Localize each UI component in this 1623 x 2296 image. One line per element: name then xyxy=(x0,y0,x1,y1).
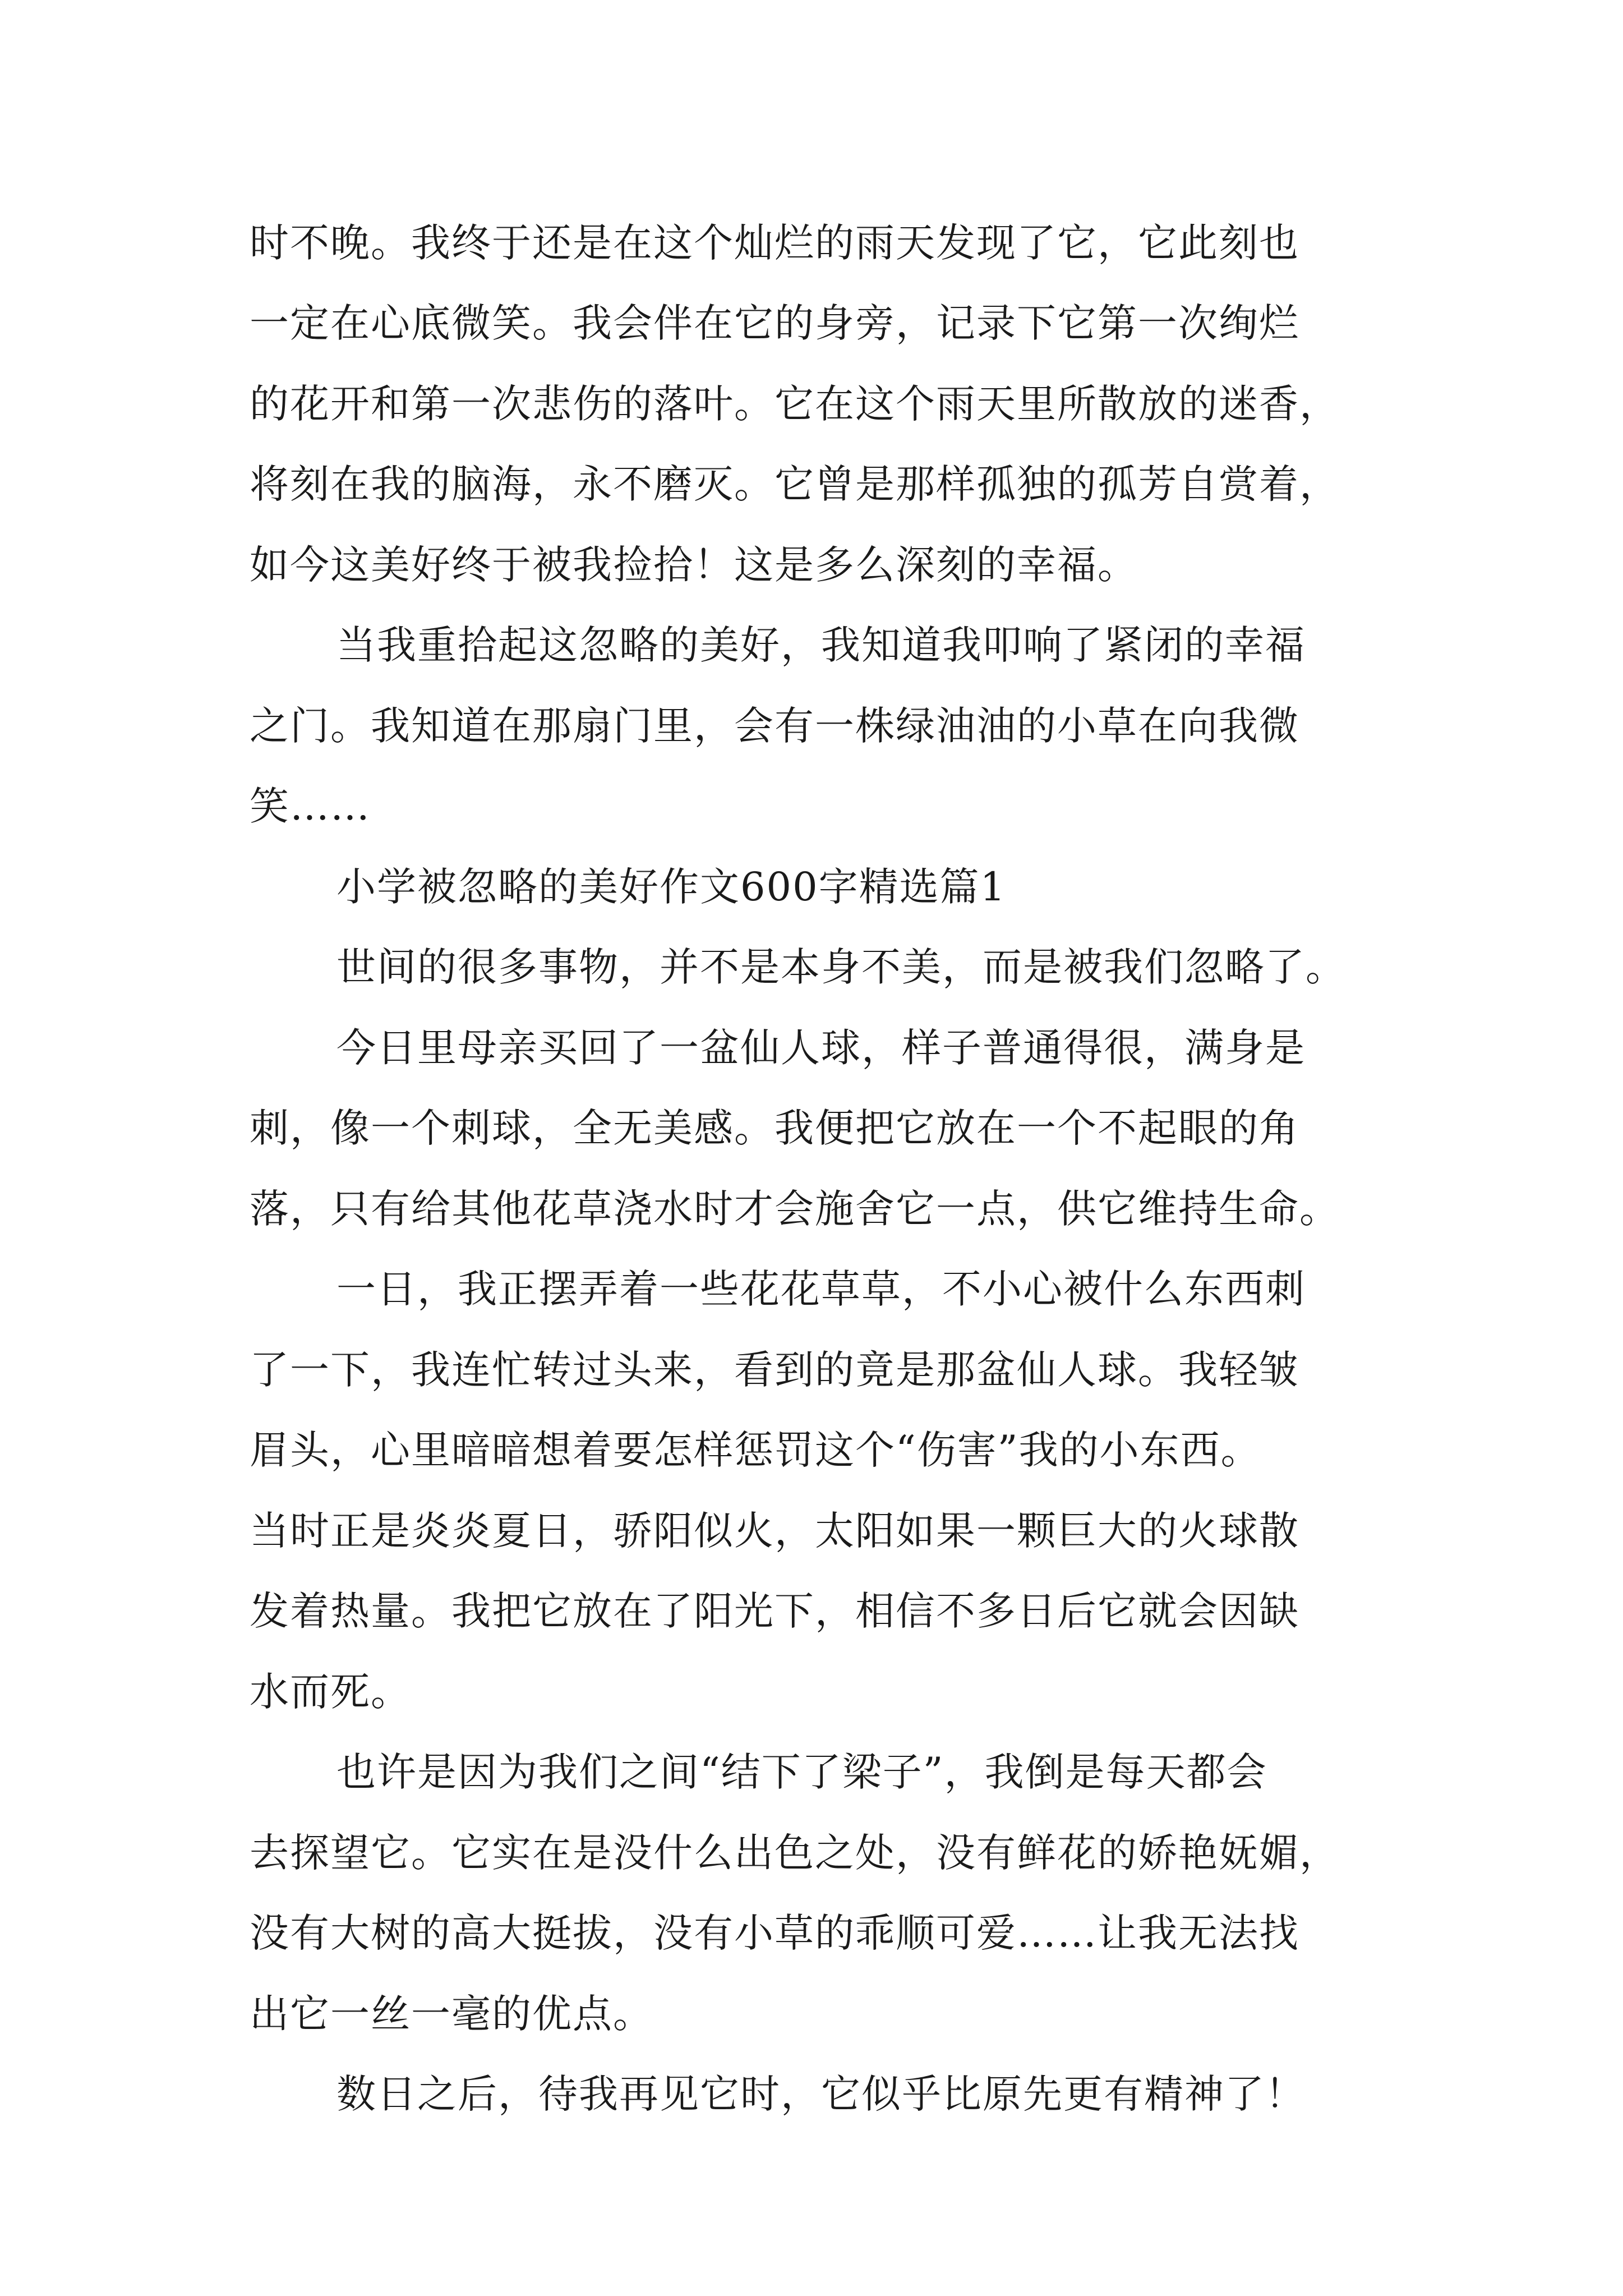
text-line: 时不晚。我终于还是在这个灿烂的雨天发现了它，它此刻也 xyxy=(250,220,1299,266)
text-line: 出它一丝一毫的优点。 xyxy=(250,1991,653,2037)
text-line: 的花开和第一次悲伤的落叶。它在这个雨天里所散放的迷香， xyxy=(250,381,1340,427)
text-line: 将刻在我的脑海，永不磨灭。它曾是那样孤独的孤芳自赏着， xyxy=(250,461,1340,507)
text-line: 发着热量。我把它放在了阳光下，相信不多日后它就会因缺 xyxy=(250,1588,1299,1634)
text-line: 也许是因为我们之间“结下了梁子”，我倒是每天都会 xyxy=(336,1749,1267,1795)
text-line: 笑…… xyxy=(250,783,371,829)
text-line: 今日里母亲买回了一盆仙人球，样子普通得很，满身是 xyxy=(336,1025,1306,1071)
text-line: 数日之后，待我再见它时，它似乎比原先更有精神了！ xyxy=(336,2071,1306,2117)
text-line: 没有大树的高大挺拔，没有小草的乖顺可爱……让我无法找 xyxy=(250,1910,1299,1956)
text-line: 当我重拾起这忽略的美好，我知道我叩响了紧闭的幸福 xyxy=(336,622,1306,668)
text-line: 刺，像一个刺球，全无美感。我便把它放在一个不起眼的角 xyxy=(250,1105,1299,1151)
text-line: 当时正是炎炎夏日，骄阳似火，太阳如果一颗巨大的火球散 xyxy=(250,1508,1299,1554)
text-line: 一日，我正摆弄着一些花花草草，不小心被什么东西刺 xyxy=(336,1266,1306,1312)
text-line: 了一下，我连忙转过头来，看到的竟是那盆仙人球。我轻皱 xyxy=(250,1347,1299,1393)
text-line: 如今这美好终于被我捡拾！这是多么深刻的幸福。 xyxy=(250,542,1138,588)
text-line: 一定在心底微笑。我会伴在它的身旁，记录下它第一次绚烂 xyxy=(250,300,1299,346)
text-line: 世间的很多事物，并不是本身不美，而是被我们忽略了。 xyxy=(336,944,1346,990)
text-line: 水而死。 xyxy=(250,1669,411,1715)
text-line: 落，只有给其他花草浇水时才会施舍它一点，供它维持生命。 xyxy=(250,1186,1340,1232)
section-title: 小学被忽略的美好作文600字精选篇1 xyxy=(336,864,1007,910)
text-line: 眉头，心里暗暗想着要怎样惩罚这个“伤害”我的小东西。 xyxy=(250,1427,1261,1473)
text-line: 之门。我知道在那扇门里，会有一株绿油油的小草在向我微 xyxy=(250,703,1299,749)
text-line: 去探望它。它实在是没什么出色之处，没有鲜花的娇艳妩媚， xyxy=(250,1830,1340,1876)
